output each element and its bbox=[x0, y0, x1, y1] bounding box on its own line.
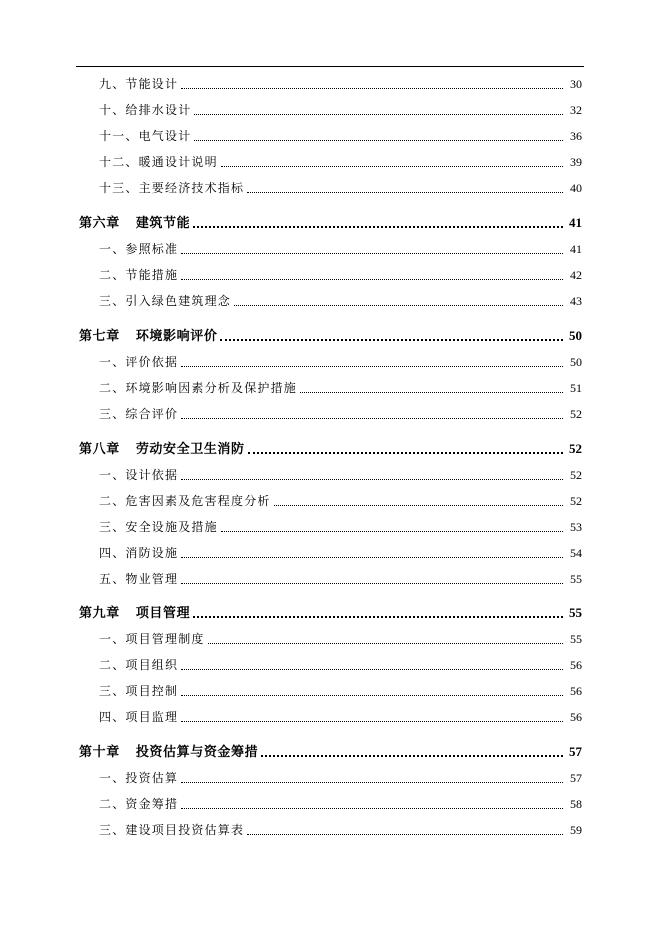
toc-entry-title: 三、综合评价 bbox=[99, 407, 179, 421]
toc-section-entry[interactable] bbox=[0, 766, 662, 786]
toc-dot-leader bbox=[274, 505, 563, 506]
toc-page-number: 52 bbox=[569, 441, 582, 456]
toc-dot-leader bbox=[234, 305, 563, 306]
toc-entry-title bbox=[79, 741, 258, 760]
toc-entry-title: 二、危害因素及危害程度分析 bbox=[99, 494, 271, 508]
toc-chapter-entry[interactable] bbox=[0, 740, 662, 760]
toc-section-entry[interactable] bbox=[0, 263, 662, 283]
toc-entry-title: 五、物业管理 bbox=[99, 572, 179, 586]
toc-dot-leader bbox=[181, 366, 563, 367]
toc-entry-title bbox=[79, 212, 190, 231]
toc-dot-leader bbox=[220, 339, 563, 341]
toc-entry-title: 四、消防设施 bbox=[99, 546, 179, 560]
toc-entry-title: 十二、暖通设计说明 bbox=[99, 155, 218, 169]
toc-section-entry[interactable] bbox=[0, 567, 662, 587]
toc-page-number: 50 bbox=[570, 355, 582, 369]
toc-dot-leader bbox=[181, 782, 563, 783]
toc-entry-title: 二、项目组织 bbox=[99, 658, 179, 672]
toc-section-entry[interactable] bbox=[0, 489, 662, 509]
toc-page-number: 55 bbox=[570, 632, 582, 646]
toc-chapter-entry[interactable] bbox=[0, 437, 662, 457]
toc-entry-title: 一、投资估算 bbox=[99, 771, 179, 785]
toc-page-number: 58 bbox=[570, 797, 582, 811]
toc-page-number: 32 bbox=[570, 103, 582, 117]
toc-page-number: 36 bbox=[570, 129, 582, 143]
toc-chapter-number: 第六章 bbox=[79, 216, 120, 231]
toc-chapter-title: 环境影响评价 bbox=[135, 329, 218, 344]
toc-page-number: 52 bbox=[570, 468, 582, 482]
toc-chapter-title: 劳动安全卫生消防 bbox=[135, 442, 245, 457]
toc-dot-leader bbox=[248, 452, 563, 454]
toc-chapter-entry[interactable] bbox=[0, 324, 662, 344]
toc-dot-leader bbox=[181, 479, 563, 480]
toc-page-number: 40 bbox=[570, 181, 582, 195]
toc-page-number: 59 bbox=[570, 823, 582, 837]
toc-section-entry[interactable] bbox=[0, 463, 662, 483]
toc-dot-leader bbox=[181, 721, 563, 722]
toc-entry-title bbox=[79, 602, 190, 621]
toc-section-entry[interactable] bbox=[0, 402, 662, 422]
toc-entry-title: 二、资金筹措 bbox=[99, 797, 179, 811]
toc-dot-leader bbox=[221, 531, 563, 532]
toc-dot-leader bbox=[181, 418, 563, 419]
toc-section-entry[interactable] bbox=[0, 627, 662, 647]
toc-section-entry[interactable] bbox=[0, 98, 662, 118]
toc-page-number: 56 bbox=[570, 684, 582, 698]
toc-entry-title bbox=[79, 438, 245, 457]
toc-section-entry[interactable] bbox=[0, 150, 662, 170]
toc-section-entry[interactable] bbox=[0, 792, 662, 812]
toc-page-number: 41 bbox=[570, 242, 582, 256]
toc-entry-title: 九、节能设计 bbox=[99, 77, 179, 91]
toc-section-entry[interactable] bbox=[0, 515, 662, 535]
toc-section-entry[interactable] bbox=[0, 653, 662, 673]
toc-section-entry[interactable] bbox=[0, 124, 662, 144]
toc-entry-title: 一、参照标准 bbox=[99, 242, 179, 256]
toc-dot-leader bbox=[181, 808, 563, 809]
toc-page-number: 30 bbox=[570, 77, 582, 91]
toc-dot-leader bbox=[194, 114, 563, 115]
toc-dot-leader bbox=[193, 616, 563, 618]
toc-entry-title: 四、项目监理 bbox=[99, 710, 179, 724]
toc-entry-title: 一、设计依据 bbox=[99, 468, 179, 482]
toc-dot-leader bbox=[181, 557, 563, 558]
toc-section-entry[interactable] bbox=[0, 350, 662, 370]
toc-page-number: 51 bbox=[570, 381, 582, 395]
toc-entry-title bbox=[79, 325, 217, 344]
toc-section-entry[interactable] bbox=[0, 176, 662, 196]
toc-section-entry[interactable] bbox=[0, 541, 662, 561]
toc-dot-leader bbox=[300, 392, 563, 393]
toc-dot-leader bbox=[181, 695, 563, 696]
toc-section-entry[interactable] bbox=[0, 237, 662, 257]
toc-page-number: 56 bbox=[570, 710, 582, 724]
toc-page-number: 53 bbox=[570, 520, 582, 534]
toc-entry-title: 一、项目管理制度 bbox=[99, 632, 205, 646]
toc-page-number: 41 bbox=[569, 215, 582, 230]
toc-dot-leader bbox=[181, 253, 563, 254]
toc-section-entry[interactable] bbox=[0, 289, 662, 309]
toc-dot-leader bbox=[247, 834, 563, 835]
toc-page-number: 56 bbox=[570, 658, 582, 672]
toc-page-number: 55 bbox=[569, 605, 582, 620]
toc-page-number: 54 bbox=[570, 546, 582, 560]
toc-dot-leader bbox=[181, 279, 563, 280]
toc-section-entry[interactable] bbox=[0, 72, 662, 92]
toc-entry-title: 三、引入绿色建筑理念 bbox=[99, 294, 232, 308]
toc-chapter-number: 第十章 bbox=[79, 745, 120, 760]
toc-dot-leader bbox=[261, 755, 563, 757]
toc-chapter-entry[interactable] bbox=[0, 211, 662, 231]
toc-page-number: 50 bbox=[569, 328, 582, 343]
toc-page-number: 52 bbox=[570, 494, 582, 508]
toc-section-entry[interactable] bbox=[0, 679, 662, 699]
toc-dot-leader bbox=[181, 583, 563, 584]
toc-chapter-title: 建筑节能 bbox=[135, 216, 191, 231]
toc-chapter-number: 第八章 bbox=[79, 442, 120, 457]
toc-dot-leader bbox=[181, 88, 563, 89]
toc-section-entry[interactable] bbox=[0, 705, 662, 725]
toc-page-number: 55 bbox=[570, 572, 582, 586]
toc-dot-leader bbox=[181, 669, 563, 670]
toc-page-number: 43 bbox=[570, 294, 582, 308]
toc-dot-leader bbox=[193, 226, 563, 228]
toc-entry-title: 二、环境影响因素分析及保护措施 bbox=[99, 381, 298, 395]
toc-entry-title: 十三、主要经济技术指标 bbox=[99, 181, 245, 195]
toc-dot-leader bbox=[208, 643, 563, 644]
toc-entry-title: 三、建设项目投资估算表 bbox=[99, 823, 245, 837]
toc-chapter-number: 第九章 bbox=[79, 606, 120, 621]
toc-page-number: 52 bbox=[570, 407, 582, 421]
toc-entry-title: 三、安全设施及措施 bbox=[99, 520, 218, 534]
toc-chapter-title: 投资估算与资金筹措 bbox=[135, 745, 259, 760]
toc-page-number: 39 bbox=[570, 155, 582, 169]
toc-chapter-title: 项目管理 bbox=[135, 606, 191, 621]
toc-page-number: 42 bbox=[570, 268, 582, 282]
toc-chapter-entry[interactable] bbox=[0, 601, 662, 621]
toc-dot-leader bbox=[194, 140, 563, 141]
toc-chapter-number: 第七章 bbox=[79, 329, 120, 344]
toc-section-entry[interactable] bbox=[0, 376, 662, 396]
toc-entry-title: 十一、电气设计 bbox=[99, 129, 192, 143]
toc-section-entry[interactable] bbox=[0, 818, 662, 838]
toc-entry-title: 二、节能措施 bbox=[99, 268, 179, 282]
toc-dot-leader bbox=[221, 166, 563, 167]
toc-entry-title: 一、评价依据 bbox=[99, 355, 179, 369]
toc-entry-title: 十、给排水设计 bbox=[99, 103, 192, 117]
toc-dot-leader bbox=[247, 192, 563, 193]
toc-page-number: 57 bbox=[569, 744, 582, 759]
toc-entry-title: 三、项目控制 bbox=[99, 684, 179, 698]
toc-page-number: 57 bbox=[570, 771, 582, 785]
